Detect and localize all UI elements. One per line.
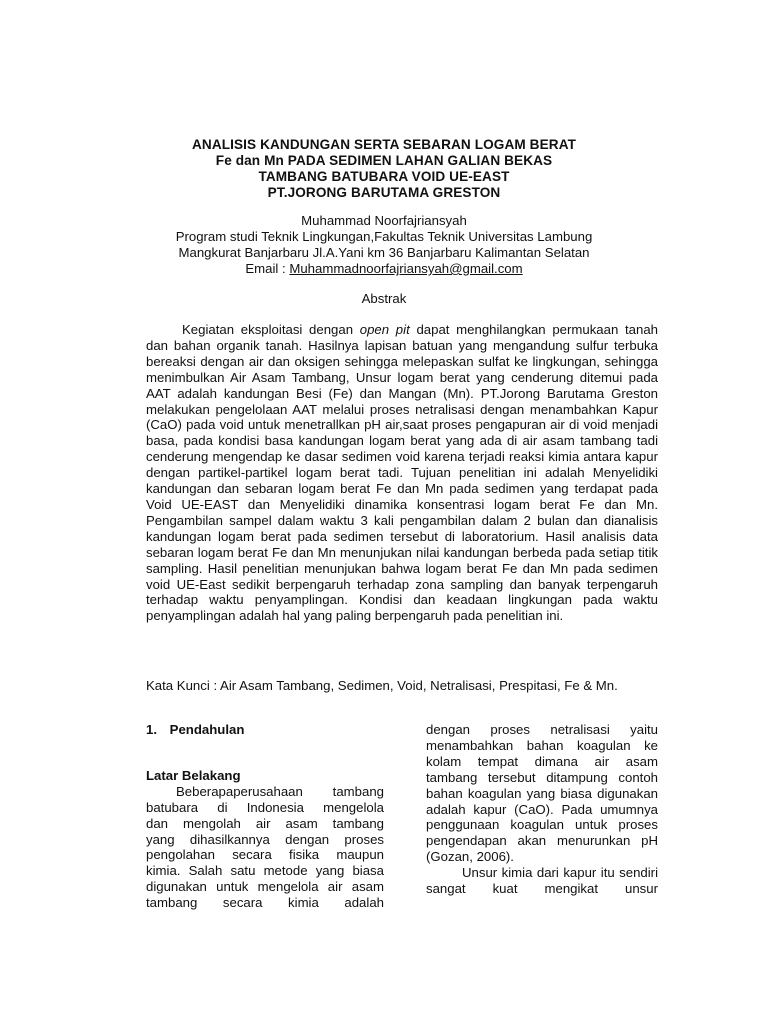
body-line: Beberapaperusahaan tambang <box>176 783 384 799</box>
left-column <box>146 722 384 911</box>
body-line: yang dihasilkannya dengan proses <box>146 831 384 847</box>
title-line-4: PT.JORONG BARUTAMA GRESTON <box>267 185 501 200</box>
paper-title <box>0 137 768 201</box>
title-line-2: Fe dan Mn PADA SEDIMEN LAHAN GALIAN BEKAS <box>215 153 553 168</box>
body-line: digunakan untuk mengelola air asam <box>146 879 384 895</box>
author-affiliation-2: Mangkurat Banjarbaru Jl.A.Yani km 36 Banjarbaru Kalimantan Selatan <box>178 245 590 260</box>
author-email-line <box>0 261 768 277</box>
abstract-intro: Kegiatan eksploitasi dengan <box>182 322 360 337</box>
body-line: batubara di Indonesia mengelola <box>146 799 384 815</box>
body-line: tambang secara kimia adalah <box>146 895 384 911</box>
author-name: Muhammad Noorfajriansyah <box>301 213 467 228</box>
body-line: pengolahan secara fisika maupun <box>146 847 384 863</box>
right-paragraph-1: dengan proses netralisasi yaitu menambahkan bahan koagulan ke kolam tempat dimana air asam tambang tersebut ditampung contoh bahan koagulan yang biasa digunakan adalah kapur (CaO). Pada umumnya penggunaan koagulan untuk proses pengendapan akan menurunkan pH (Gozan, 2006). <box>426 722 658 865</box>
right-paragraph-2: Unsur kimia dari kapur itu sendiri sangat kuat mengikat unsur <box>426 865 658 897</box>
author-affiliation-1: Program studi Teknik Lingkungan,Fakultas Teknik Universitas Lambung <box>175 229 593 244</box>
section-heading <box>146 722 384 738</box>
email-label: Email : <box>245 261 290 276</box>
abstract-body <box>146 322 658 624</box>
subsection-heading: Latar Belakang <box>146 767 241 783</box>
section-number: 1. <box>146 722 157 737</box>
keywords: Kata Kunci : Air Asam Tambang, Sedimen, Void, Netralisasi, Prespitasi, Fe & Mn. <box>146 678 618 693</box>
body-line: kimia. Salah satu metode yang biasa <box>146 863 384 879</box>
abstract-paragraph <box>146 322 658 624</box>
section-title: Pendahulan <box>169 722 245 737</box>
abstract-italic-term: open pit <box>359 322 410 337</box>
author-block <box>0 213 768 277</box>
title-line-1: ANALISIS KANDUNGAN SERTA SEBARAN LOGAM BERAT <box>191 137 576 152</box>
email-link[interactable]: Muhammadnoorfajriansyah@gmail.com <box>289 261 523 276</box>
title-line-3: TAMBANG BATUBARA VOID UE-EAST <box>258 169 510 184</box>
abstract-heading: Abstrak <box>361 291 407 306</box>
body-line: dan mengolah air asam tambang <box>146 815 384 831</box>
abstract-text: dapat menghilangkan permukaan tanah dan bahan organik tanah. Hasilnya lapisan batuan yang mengandung sulfur terbuka bereaksi dengan air dan oksigen sehingga melepaskan sulfat ke lingkungan, sehingga menimbulkan Air Asam Tambang, Unsur logam berat yang cenderung ditemui pada AAT adalah kandungan Besi (Fe) dan Mangan (Mn). PT.Jorong Barutama Greston melakukan pengelolaan AAT melalui proses netralisasi dengan menambahkan Kapur (CaO) pada void untuk menetrallkan pH air,saat proses pengapuran air di void menjadi basa, pada kondisi basa kandungan logam berat yang ada di air asam tambang tadi cenderung mengendap ke dasar sedimen void karena terjadi reaksi kimia antara kapur dengan partikel-partikel logam berat tadi. Tujuan penelitian ini adalah Menyelidiki kandungan dan sebaran logam berat Fe dan Mn pada sedimen yang terdapat pada Void UE-EAST dan Menyelidiki dinamika konsentrasi logam berat Fe dan Mn. Pengambilan sampel dalam waktu 3 kali pengambilan dalam 2 bulan dan dianalisis kandungan logam berat pada sedimen tersebut di laboratorium. Hasil analisis data sebaran logam berat Fe dan Mn menunjukan nilai kandungan berbeda pada setiap titik sampling. Hasil penelitian menunjukan bahwa logam berat Fe dan Mn pada sedimen void UE-East sedikit berpengaruh terhadap zona sampling dan banyak terpengaruh terhadap waktu penyamplingan. Kondisi dan keadaan lingkungan pada waktu penyamplingan adalah hal yang paling berpengaruh pada penelitian ini. <box>146 322 658 624</box>
right-column <box>426 722 658 897</box>
